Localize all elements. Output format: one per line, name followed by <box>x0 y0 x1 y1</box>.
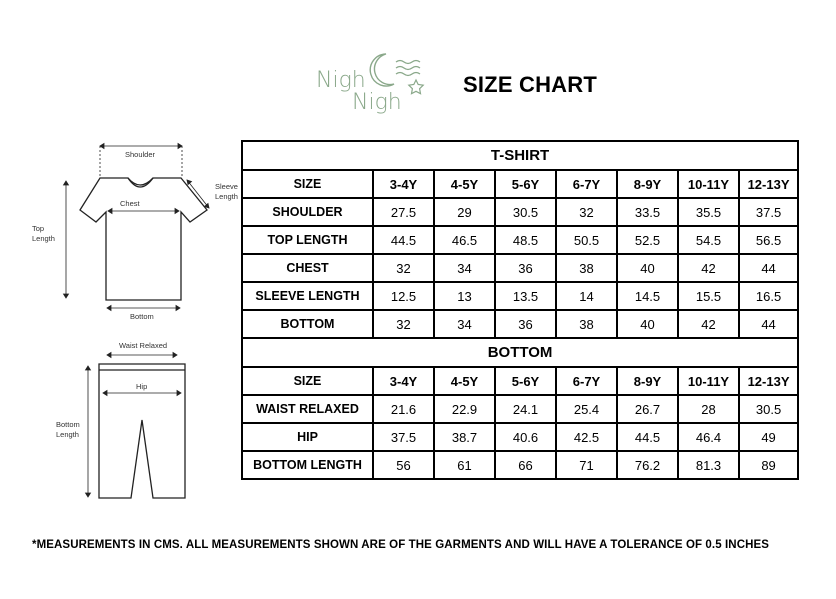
size-column-header: 12-13Y <box>739 367 798 395</box>
measurement-label: SHOULDER <box>242 198 373 226</box>
measurement-value: 27.5 <box>373 198 434 226</box>
size-column-header: 3-4Y <box>373 367 434 395</box>
measurement-value: 56.5 <box>739 226 798 254</box>
label-bottom-length-2: Length <box>56 430 79 439</box>
size-column-header: 5-6Y <box>495 170 556 198</box>
measurement-value: 40.6 <box>495 423 556 451</box>
label-shoulder: Shoulder <box>125 150 156 159</box>
table-row <box>242 282 798 310</box>
measurement-value: 38 <box>556 310 617 338</box>
size-column-header: 4-5Y <box>434 170 495 198</box>
measurement-value: 28 <box>678 395 739 423</box>
measurement-value: 49 <box>739 423 798 451</box>
measurement-value: 46.5 <box>434 226 495 254</box>
measurement-label: WAIST RELAXED <box>242 395 373 423</box>
measurement-value: 36 <box>495 254 556 282</box>
measurement-value: 44 <box>739 310 798 338</box>
measurement-value: 30.5 <box>739 395 798 423</box>
measurement-value: 44.5 <box>373 226 434 254</box>
size-chart-table <box>241 140 799 480</box>
bottom-section <box>242 338 798 479</box>
tshirt-measure-lines <box>64 144 210 311</box>
measurement-value: 33.5 <box>617 198 678 226</box>
measurement-value: 21.6 <box>373 395 434 423</box>
table-row <box>242 310 798 338</box>
garment-diagram <box>0 120 245 520</box>
measurement-label: SLEEVE LENGTH <box>242 282 373 310</box>
measurement-value: 26.7 <box>617 395 678 423</box>
size-column-header: 8-9Y <box>617 170 678 198</box>
section-title-row <box>242 141 798 170</box>
moon-star-icon <box>368 50 434 96</box>
measurement-value: 32 <box>556 198 617 226</box>
measurement-value: 32 <box>373 254 434 282</box>
measurement-value: 40 <box>617 310 678 338</box>
size-column-header: 10-11Y <box>678 170 739 198</box>
measurement-value: 14 <box>556 282 617 310</box>
measurement-value: 76.2 <box>617 451 678 479</box>
section-title: BOTTOM <box>242 338 798 367</box>
measurement-value: 12.5 <box>373 282 434 310</box>
table-row <box>242 254 798 282</box>
label-top-length-2: Length <box>32 234 55 243</box>
measurement-value: 42 <box>678 310 739 338</box>
measurement-label: BOTTOM LENGTH <box>242 451 373 479</box>
logo-text-line2: Nigh <box>352 90 402 115</box>
measurement-value: 52.5 <box>617 226 678 254</box>
measurement-label: TOP LENGTH <box>242 226 373 254</box>
table-row <box>242 451 798 479</box>
size-column-header: 5-6Y <box>495 367 556 395</box>
measurement-value: 13 <box>434 282 495 310</box>
measurement-value: 66 <box>495 451 556 479</box>
measurement-value: 38.7 <box>434 423 495 451</box>
measurement-value: 44 <box>739 254 798 282</box>
measurement-value: 15.5 <box>678 282 739 310</box>
measurement-value: 40 <box>617 254 678 282</box>
tshirt-diagram <box>80 178 207 300</box>
size-column-header: 8-9Y <box>617 367 678 395</box>
label-top-length-1: Top <box>32 224 45 233</box>
measurement-value: 54.5 <box>678 226 739 254</box>
size-label-cell: SIZE <box>242 367 373 395</box>
label-hip: Hip <box>136 382 148 391</box>
measurement-value: 37.5 <box>373 423 434 451</box>
measurement-value: 56 <box>373 451 434 479</box>
measurement-value: 38 <box>556 254 617 282</box>
label-sleeve-length-2: Length <box>215 192 238 201</box>
measurement-value: 13.5 <box>495 282 556 310</box>
page-title: SIZE CHART <box>463 72 597 97</box>
logo-text-line1: Nigh <box>316 68 366 93</box>
measurement-value: 50.5 <box>556 226 617 254</box>
measurement-value: 30.5 <box>495 198 556 226</box>
measurement-value: 46.4 <box>678 423 739 451</box>
label-bottom: Bottom <box>130 312 154 321</box>
measurement-value: 89 <box>739 451 798 479</box>
size-column-header: 10-11Y <box>678 367 739 395</box>
section-title-row <box>242 338 798 367</box>
measurement-value: 25.4 <box>556 395 617 423</box>
measurement-value: 22.9 <box>434 395 495 423</box>
tshirt-section <box>242 141 798 338</box>
footnote: *MEASUREMENTS IN CMS. ALL MEASUREMENTS SHOWN ARE OF THE GARMENTS AND WILL HAVE A TOLERANCE OF 0.5 INCHES <box>32 539 770 551</box>
measurement-value: 24.1 <box>495 395 556 423</box>
measurement-value: 81.3 <box>678 451 739 479</box>
measurement-value: 48.5 <box>495 226 556 254</box>
size-column-header: 4-5Y <box>434 367 495 395</box>
measurement-label: CHEST <box>242 254 373 282</box>
size-column-header: 6-7Y <box>556 367 617 395</box>
table-row <box>242 395 798 423</box>
measurement-value: 42 <box>678 254 739 282</box>
measurement-value: 29 <box>434 198 495 226</box>
size-column-header: 3-4Y <box>373 170 434 198</box>
measurement-value: 71 <box>556 451 617 479</box>
section-title: T-SHIRT <box>242 141 798 170</box>
table-row <box>242 423 798 451</box>
measurement-value: 32 <box>373 310 434 338</box>
header-row <box>242 367 798 395</box>
label-chest: Chest <box>120 199 140 208</box>
size-column-header: 6-7Y <box>556 170 617 198</box>
size-column-header: 12-13Y <box>739 170 798 198</box>
measurement-value: 14.5 <box>617 282 678 310</box>
measurement-label: BOTTOM <box>242 310 373 338</box>
size-label-cell: SIZE <box>242 170 373 198</box>
measurement-value: 61 <box>434 451 495 479</box>
measurement-value: 16.5 <box>739 282 798 310</box>
pants-measure-lines <box>86 353 182 498</box>
measurement-value: 37.5 <box>739 198 798 226</box>
table-row <box>242 198 798 226</box>
label-waist-relaxed: Waist Relaxed <box>119 341 168 350</box>
measurement-label: HIP <box>242 423 373 451</box>
measurement-value: 34 <box>434 254 495 282</box>
measurement-value: 34 <box>434 310 495 338</box>
measurement-value: 42.5 <box>556 423 617 451</box>
label-sleeve-length-1: Sleeve <box>215 182 238 191</box>
measurement-value: 44.5 <box>617 423 678 451</box>
header-row <box>242 170 798 198</box>
table-row <box>242 226 798 254</box>
brand-logo <box>312 48 434 118</box>
measurement-value: 36 <box>495 310 556 338</box>
label-bottom-length-1: Bottom <box>56 420 80 429</box>
measurement-value: 35.5 <box>678 198 739 226</box>
